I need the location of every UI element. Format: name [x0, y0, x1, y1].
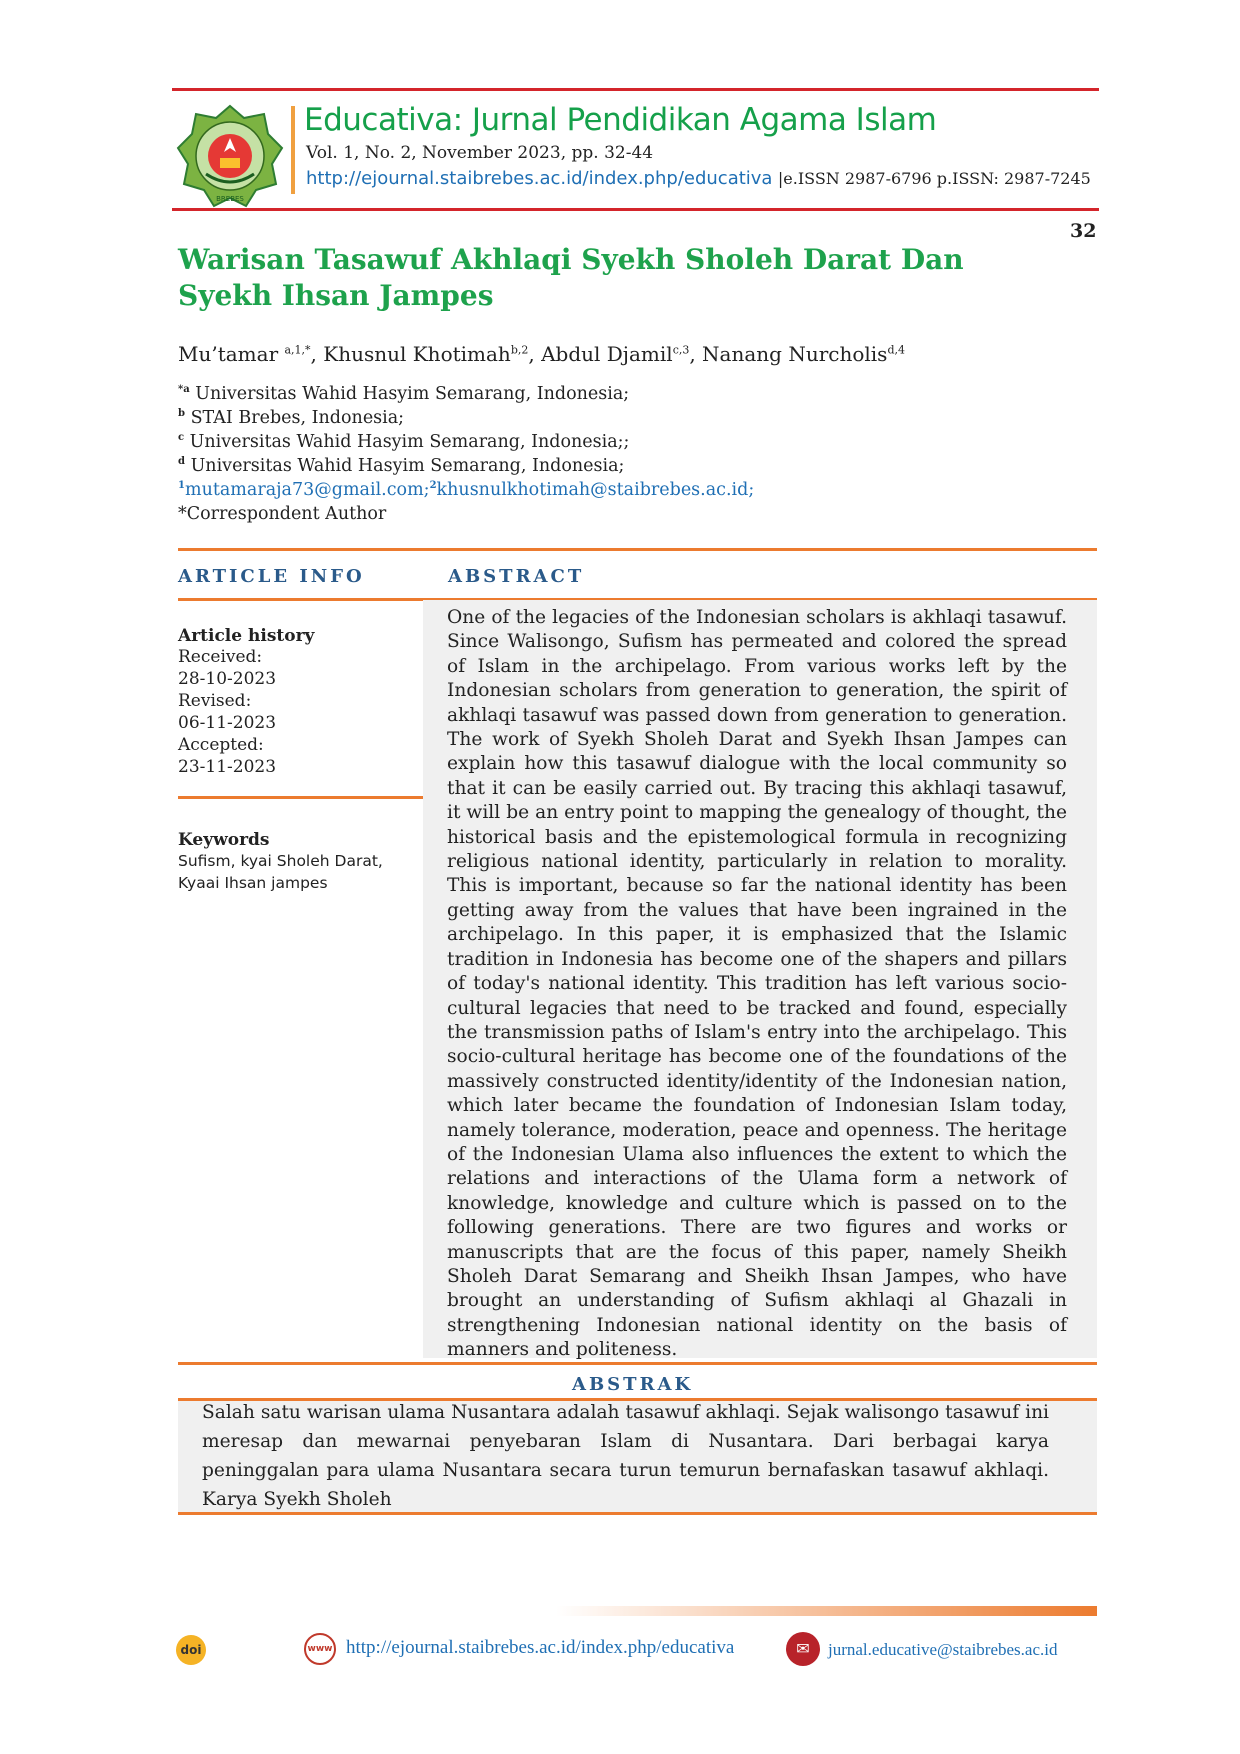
affiliation-mark: b	[178, 408, 185, 420]
author-name: , Abdul Djamil	[528, 342, 673, 366]
journal-issn: |e.ISSN 2987-6796 p.ISSN: 2987-7245	[777, 169, 1091, 188]
revised-date: 06-11-2023	[178, 713, 277, 733]
header-bottom-rule	[172, 208, 1099, 211]
affiliation	[178, 384, 629, 404]
section-rule	[178, 1362, 1097, 1365]
email-link[interactable]: khusnulkhotimah@staibrebes.ac.id;	[436, 480, 755, 500]
received-label: Received:	[178, 647, 263, 667]
journal-title: Educativa: Jurnal Pendidikan Agama Islam	[304, 102, 937, 138]
affiliation	[178, 432, 629, 452]
article-info-heading: ARTICLE INFO	[178, 566, 365, 587]
abstrak-heading: ABSTRAK	[572, 1374, 694, 1395]
author-name: Mu’tamar	[178, 342, 285, 366]
email-sup: 1	[178, 480, 185, 492]
accepted-date: 23-11-2023	[178, 757, 277, 777]
received-date: 28-10-2023	[178, 669, 277, 689]
keywords-block	[178, 830, 413, 894]
author-name: , Khusnul Khotimah	[310, 342, 511, 366]
article-history	[178, 626, 408, 778]
section-rule	[178, 548, 1097, 551]
author-emails	[178, 480, 754, 500]
svg-text:BREBES: BREBES	[216, 195, 244, 203]
article-title: Warisan Tasawuf Akhlaqi Syekh Sholeh Darat Dan Syekh Ihsan Jampes	[178, 243, 964, 312]
affiliation-text: STAI Brebes, Indonesia;	[185, 408, 405, 428]
doi-icon[interactable]: doi	[176, 1635, 206, 1665]
affiliation-mark: *a	[178, 384, 190, 396]
affiliation-text: Universitas Wahid Hasyim Semarang, Indonesia;	[189, 384, 630, 404]
affiliation	[178, 456, 624, 476]
abstract-text: One of the legacies of the Indonesian scholars is akhlaqi tasawuf. Since Walisongo, Sufism has permeated and colored the spread of Islam in the archipelago. From various works left by the Indonesian scholars from generation to generation, the spirit of akhlaqi tasawuf was passed down from generation to generation. The work of Syekh Sholeh Darat and Syekh Ihsan Jampes can explain how this tasawuf dialogue with the local community so that it can be easily carried out. By tracing this akhlaqi tasawuf, it will be an entry point to mapping the genealogy of thought, the historical basis and the epistemological formula in recognizing religious national identity, particularly in relation to morality. This is important, because so far the national identity has been getting away from the values that have been ingrained in the archipelago. In this paper, it is emphasized that the Islamic tradition in Indonesia has become one of the shapers and pillars of today's national identity. This tradition has left various socio-cultural legacies that need to be tracked and found, especially the transmission paths of Islam's entry into the archipelago. This socio-cultural heritage has become one of the foundations of the massively constructed identity/identity of the Indonesian nation, which later became the foundation of Indonesian Islam today, namely tolerance, moderation, peace and openness. The heritage of the Indonesian Ulama also influences the extent to which the relations and interactions of the Ulama form a network of knowledge, knowledge and culture which is passed on to the following generations. There are two figures and works or manuscripts that are the focus of this paper, namely Sheikh Sholeh Darat Semarang and Sheikh Ihsan Jampes, who have brought an understanding of Sufism akhlaqi al Ghazali in strengthening Indonesian national identity on the basis of manners and politeness.	[447, 607, 1067, 1361]
section-rule	[178, 1512, 1097, 1515]
keywords-text: Sufism, kyai Sholeh Darat, Kyaai Ihsan jampes	[178, 852, 383, 892]
author-sup: c,3	[672, 343, 690, 357]
author-sup: a,1,*	[284, 343, 311, 357]
affiliation	[178, 408, 404, 428]
email-link[interactable]: mutamaraja73@gmail.com;	[184, 480, 430, 500]
keywords-label: Keywords	[178, 830, 270, 850]
footer-gradient-bar	[556, 1606, 1097, 1616]
author-name: , Nanang Nurcholis	[689, 342, 888, 366]
revised-label: Revised:	[178, 691, 252, 711]
journal-url-line	[306, 168, 1091, 189]
correspondent-note: *Correspondent Author	[178, 504, 387, 524]
affiliation-text: Universitas Wahid Hasyim Semarang, Indonesia;;	[184, 432, 630, 452]
accepted-label: Accepted:	[178, 735, 264, 755]
article-info-rule	[178, 796, 423, 799]
journal-volume: Vol. 1, No. 2, November 2023, pp. 32-44	[306, 143, 654, 163]
mail-icon: ✉	[786, 1632, 820, 1666]
author-sup: d,4	[887, 343, 905, 357]
affiliation-text: Universitas Wahid Hasyim Semarang, Indonesia;	[185, 456, 625, 476]
abstract-heading: ABSTRACT	[448, 566, 585, 587]
affiliation-mark: c	[178, 432, 185, 444]
header-accent-bar	[291, 106, 295, 194]
www-icon: www	[304, 1633, 336, 1665]
journal-logo	[176, 104, 284, 208]
footer-email-link[interactable]: jurnal.educative@staibrebes.ac.id	[828, 1640, 1058, 1659]
page-number: 32	[1070, 220, 1097, 242]
header-top-rule	[172, 88, 1099, 91]
abstrak-text: Salah satu warisan ulama Nusantara adalah tasawuf akhlaqi. Sejak walisongo tasawuf ini meresap dan mewarnai penyebaran Islam di Nusantara. Dari berbagai karya peninggalan para ulama Nusantara secara turun temurun bernafaskan tasawuf akhlaqi. Karya Syekh Sholeh	[202, 1402, 1049, 1510]
author-list	[178, 342, 905, 366]
email-sup: 2	[429, 480, 437, 492]
journal-url-link[interactable]: http://ejournal.staibrebes.ac.id/index.php/educativa	[306, 168, 773, 189]
footer-url-link[interactable]: http://ejournal.staibrebes.ac.id/index.php/educativa	[346, 1637, 735, 1658]
author-sup: b,2	[510, 343, 529, 357]
affiliation-mark: d	[178, 456, 185, 468]
article-history-label: Article history	[178, 626, 315, 646]
